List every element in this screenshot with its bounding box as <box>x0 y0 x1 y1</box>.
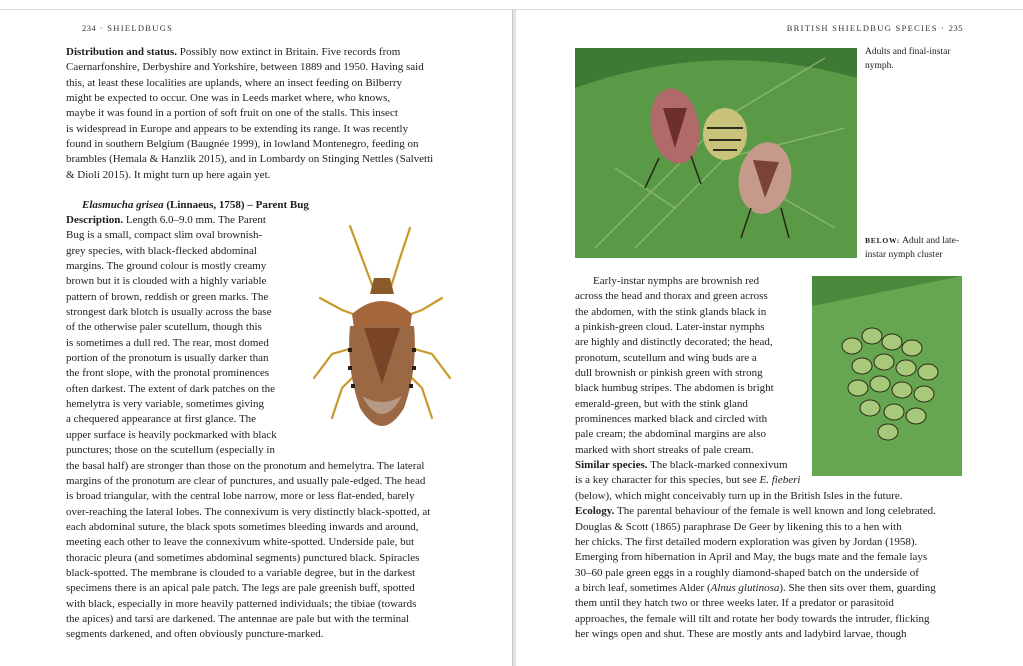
text-line: ). She then sits over them, guarding <box>779 581 936 594</box>
text-line: is widespread in Europe and appears to be extending its range. It was recently <box>66 122 409 135</box>
text-line: each abdominal suture, the black spots sometimes bleeding inwards and around, <box>66 520 419 533</box>
left-page <box>0 10 512 666</box>
caption-line: instar nymph cluster <box>865 249 943 260</box>
text-line: The black-marked connexivum <box>647 459 788 472</box>
right-running-head <box>787 23 963 33</box>
text-line: maybe it was found in a portion of soft fruit on one of the stalls. This insect <box>66 107 398 120</box>
text-line: is broad triangular, with the central lobe narrow, more or less flat-ended, barely <box>66 490 415 503</box>
right-folio: 235 <box>948 23 963 33</box>
nymph-cluster-photo <box>812 276 962 476</box>
left-separator: · <box>99 23 104 33</box>
text-line: 30–60 pale green eggs in a roughly diamond-shaped batch on the underside of <box>575 566 919 579</box>
left-folio: 234 <box>82 23 97 33</box>
species-reference: E. fieberi <box>759 474 801 487</box>
text-line: the basal half) are stronger than those on the pronotum and hemelytra. The lateral <box>66 459 425 472</box>
text-line: of the otherwise paler scutellum, though this <box>66 321 262 334</box>
text-line: found in southern Belgium (Baugnée 1999), in lowland Montenegro, feeding on <box>66 138 419 151</box>
text-line: pattern of brown, reddish or green marks. The <box>66 290 269 303</box>
caption-line: nymph. <box>865 60 894 71</box>
text-line: pronotum, scutellum and wing buds are a <box>575 351 757 364</box>
text-line: a chequered appearance at first glance. The <box>66 413 257 426</box>
text-line: approaches, the female will tilt and rotate her body towards the intruder, flicking <box>575 612 930 625</box>
text-line: margins of the pronotum are clear of punctures, and usually pale-edged. The head <box>66 474 426 487</box>
species-name: Elasmucha grisea <box>82 199 164 211</box>
text-line: brown but it is clouded with a highly variable <box>66 275 267 288</box>
text-line: are highly and distinctly decorated; the head, <box>575 336 773 349</box>
text-line: the apices) and tarsi are darkened. The antennae are pale but with the terminal <box>66 612 410 625</box>
text-line: often darkest. The extent of dark patches on the <box>66 382 276 395</box>
text-line: them until they hatch two or three weeks later. If a predator or parasitoid <box>575 597 894 610</box>
text-line: Early-instar nymphs are brownish red <box>593 275 760 287</box>
text-line: portion of the pronotum is usually darker than <box>66 352 269 365</box>
text-line: Emerging from hibernation in April and May, the bugs mate and the female lays <box>575 551 928 564</box>
top-photo-caption <box>865 46 985 73</box>
caption-label: BELOW: <box>865 236 901 245</box>
right-page <box>516 10 1023 666</box>
text-line: The parental behaviour of the female is well known and long celebrated. <box>614 505 936 518</box>
text-line: punctures; those on the scutellum (especially in <box>66 444 275 457</box>
text-line: margins. The ground colour is mostly creamy <box>66 260 267 273</box>
text-line: her chicks. The first detailed modern exploration was given by Jordan (1958). <box>575 535 918 548</box>
text-line: black-spotted. The membrane is clouded to a variable degree, but in the darkest <box>66 566 416 579</box>
text-line: Caernarfonshire, Derbyshire and Yorkshire, between 1889 and 1950. Having said <box>66 61 424 74</box>
adults-and-nymph-photo <box>575 48 857 258</box>
left-running-head <box>82 23 173 33</box>
text-line: Bug is a small, compact slim oval brownish- <box>66 229 263 242</box>
text-line: grey species, with black-flecked abdominal <box>66 244 257 257</box>
text-line: black humbug stripes. The abdomen is bright <box>575 382 774 395</box>
text-line: Length 6.0–9.0 mm. The Parent <box>123 214 266 226</box>
lower-photo-caption <box>865 234 985 262</box>
text-line: emerald-green, but with the stink gland <box>575 397 748 410</box>
distribution-heading: Distribution and status. <box>66 46 177 58</box>
text-line: meeting each other to leave the connexivum white-spotted. Underside pale, but <box>66 536 415 549</box>
text-line: prominences marked black and circled with <box>575 413 768 426</box>
ecology-heading: Ecology. <box>575 505 615 518</box>
text-line: across the head and thorax and green across <box>575 290 768 303</box>
right-running-title: BRITISH SHIELDBUG SPECIES <box>786 23 938 33</box>
text-line: specimens there is an apical pale patch. The legs are pale greenish buff, spotted <box>66 582 415 595</box>
viewer-top-bar <box>0 0 1023 10</box>
text-line: Possibly now extinct in Britain. Five records from <box>176 46 401 58</box>
description-paragraph <box>66 213 431 643</box>
similar-species-heading: Similar species. <box>575 459 648 472</box>
text-line: upper surface is heavily pockmarked with black <box>66 428 277 441</box>
text-line: over-reaching the lateral lobes. The connexivum is very distinctly black-spotted, at <box>66 505 431 518</box>
text-line: & Dioli 2015). It might turn up here again yet. <box>66 168 271 181</box>
text-line: thoracic pleura (and sometimes abdominal segments) punctured black. Spiracles <box>66 551 420 564</box>
species-heading <box>82 198 382 213</box>
text-line: (below), which might conceivably turn up in the British Isles in the future. <box>575 489 903 502</box>
text-line: her wings open and shut. These are mostly ants and ladybird larvae, though <box>575 627 907 640</box>
right-separator: · <box>941 23 946 33</box>
text-line: marked with short streaks of pale cream. <box>575 443 754 456</box>
text-line: the abdomen, with the stink glands black in <box>575 305 767 318</box>
description-heading: Description. <box>66 214 124 226</box>
text-line: a pinkish-green cloud. Later-instar nymphs <box>575 321 765 334</box>
text-line: a birch leaf, sometimes Alder ( <box>575 581 711 594</box>
caption-line: Adults and final-instar <box>865 47 951 57</box>
text-line: the front slope, with the pronotal prominences <box>66 367 270 380</box>
species-authority: (Linnaeus, 1758) – Parent Bug <box>163 199 309 211</box>
latin-name: Alnus glutinosa <box>710 581 780 594</box>
text-line: hemelytra is very variable, sometimes giving <box>66 398 264 411</box>
nymph-paragraph <box>575 274 936 642</box>
text-line: dull brownish or pinkish green with strong <box>575 367 763 380</box>
text-line: this, at least these localities are uplands, where an insect feeding on Bilberry <box>66 76 402 89</box>
distribution-paragraph <box>66 45 466 183</box>
text-line: brambles (Hemala & Hanzlik 2015), and in Lombardy on Stinging Nettles (Salvetti <box>66 153 434 166</box>
text-line: pale cream; the abdominal margins are also <box>575 428 767 441</box>
caption-line: Adult and late- <box>900 236 960 246</box>
text-line: might be expected to occur. One was in Leeds market where, who knows, <box>66 92 391 105</box>
left-running-title: SHIELDBUGS <box>107 23 174 33</box>
text-line: is a key character for this species, but see <box>575 474 760 487</box>
parent-bug-specimen-photo <box>302 218 462 454</box>
book-spread <box>0 10 1023 666</box>
text-line: segments darkened, and often obviously puncture-marked. <box>66 628 324 641</box>
text-line: with black, especially in more heavily patterned individuals; the tibiae (towards <box>66 597 417 610</box>
text-line: Douglas & Scott (1865) paraphrase De Geer by likening this to a hen with <box>575 520 902 533</box>
text-line: strongest dark blotch is usually across the base <box>66 306 272 319</box>
text-line: is sometimes a dull red. The rear, most domed <box>66 336 269 349</box>
